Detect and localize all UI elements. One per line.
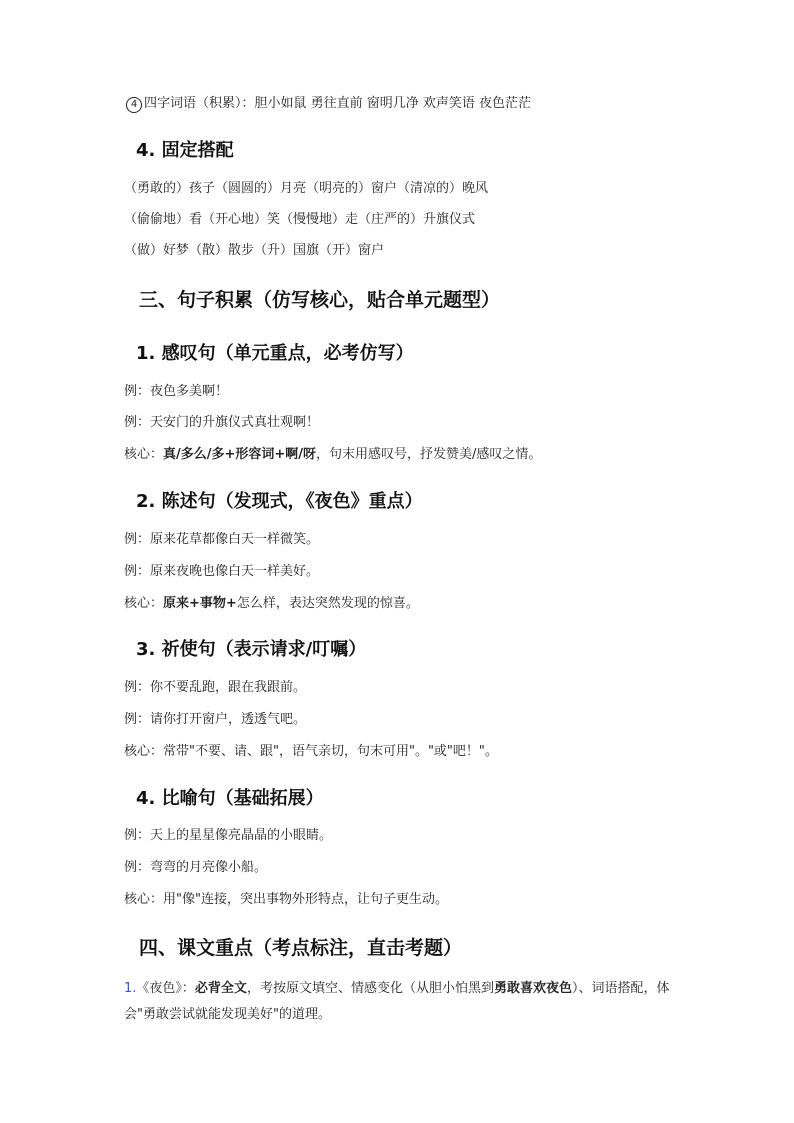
metaphor-heading: 4. 比喻句（基础拓展） — [136, 788, 324, 809]
fixed-collocation-heading: 4. 固定搭配 — [136, 140, 234, 161]
example-line: 例：天上的星星像亮晶晶的小眼睛。 — [124, 828, 333, 843]
emphasis-text: 必背全文 — [194, 981, 247, 996]
vocab-line — [126, 95, 531, 113]
body-text: ，考按原文填空、情感变化（从胆小怕黑到 — [246, 981, 494, 996]
declarative-heading: 2. 陈述句（发现式，《夜色》重点） — [136, 491, 423, 512]
fixed-line-3: （做）好梦（散）散步（升）国旗（开）窗户 — [124, 243, 385, 258]
core-pattern: 真/多么/多+形容词+啊/呀 — [163, 447, 317, 462]
core-text: 怎么样，表达突然发现的惊喜。 — [236, 596, 419, 611]
emphasis-text: 勇敢喜欢夜色 — [493, 981, 572, 996]
exclamatory-heading: 1. 感叹句（单元重点，必考仿写） — [136, 343, 414, 364]
example-line: 例：夜色多美啊！ — [124, 384, 229, 399]
fixed-line-2: （偷偷地）看（开心地）笑（慢慢地）走（庄严的）升旗仪式 — [124, 212, 476, 227]
core-line — [124, 595, 419, 613]
section-3-heading: 三、句子积累（仿写核心，贴合单元题型） — [139, 289, 501, 311]
core-line: 核心：用"像"连接，突出事物外形特点，让句子更生动。 — [124, 892, 448, 907]
fixed-line-1: （勇敢的）孩子（圆圆的）月亮（明亮的）窗户（清凉的）晚风 — [124, 181, 489, 196]
section-4-heading: 四、课文重点（考点标注，直击考题） — [139, 937, 463, 959]
core-pattern: 原来+事物+ — [163, 596, 237, 611]
core-line — [124, 446, 541, 464]
body-text: ）、词语搭配，体会"勇敢尝试就能发现美好"的道理。 — [124, 981, 670, 1022]
vocab-text: 四字词语（积累）：胆小如鼠 勇往直前 窗明几净 欢声笑语 夜色茫茫 — [144, 96, 532, 111]
example-line: 例：弯弯的月亮像小船。 — [124, 860, 268, 875]
example-line: 例：原来夜晚也像白天一样美好。 — [124, 564, 320, 579]
example-line: 例：请你打开窗户，透透气吧。 — [124, 712, 307, 727]
core-text: ，句末用感叹号，抒发赞美/感叹之情。 — [316, 447, 542, 462]
list-number: 1. — [124, 981, 137, 996]
imperative-heading: 3. 祈使句（表示请求/叮嘱） — [136, 639, 367, 660]
lesson-title: 《夜色》： — [136, 981, 195, 996]
core-line: 核心：常带"不要、请、跟"，语气亲切，句末可用"。"或"吧！"。 — [124, 744, 498, 759]
example-line: 例：天安门的升旗仪式真壮观啊！ — [124, 415, 320, 430]
core-label: 核心： — [124, 447, 164, 462]
core-label: 核心： — [124, 596, 164, 611]
key-point-paragraph — [124, 976, 694, 1028]
example-line: 例：你不要乱跑，跟在我跟前。 — [124, 680, 307, 695]
circled-number: 4 — [126, 97, 142, 113]
example-line: 例：原来花草都像白天一样微笑。 — [124, 532, 320, 547]
